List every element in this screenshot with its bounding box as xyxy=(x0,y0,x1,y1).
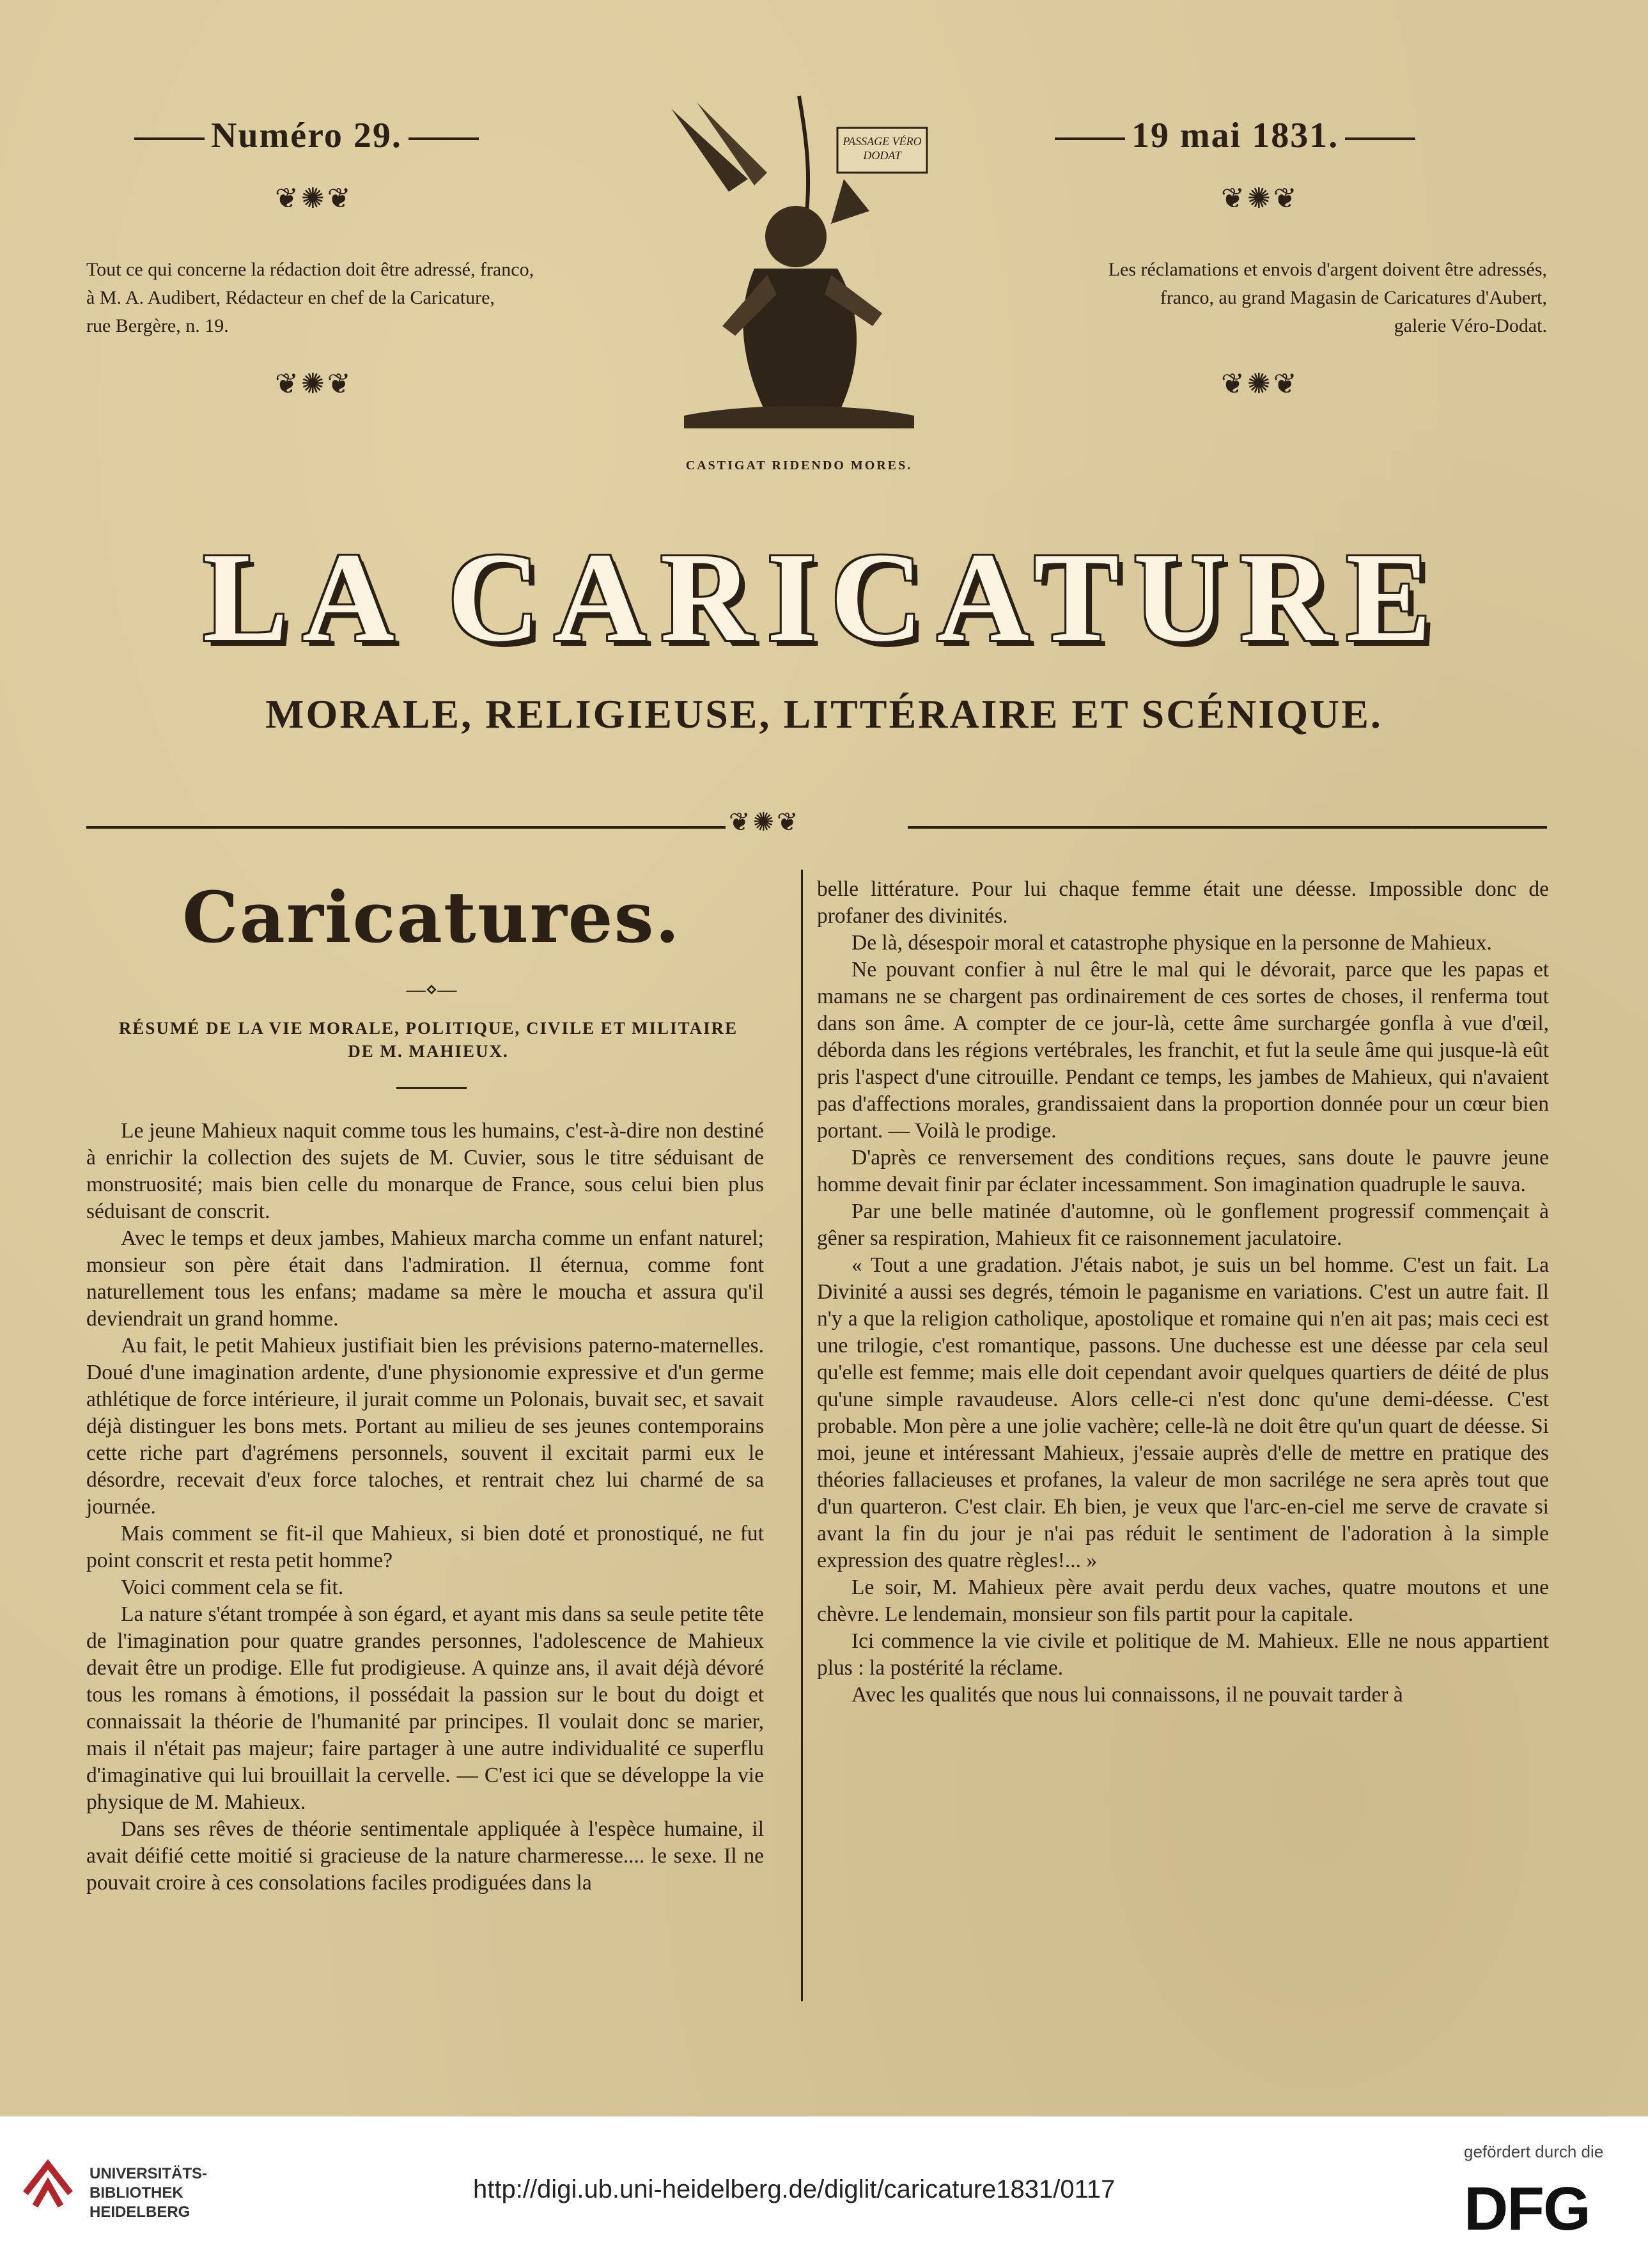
paragraph: Le jeune Mahieux naquit comme tous les humains, c'est-à-dire non destiné à enrichir la collection des sujets de M. Cuvier, sous le titre séduisant de monstruosité; mais bien celle du monarque de France, sous celui bien plus séduisant de conscrit. xyxy=(86,1119,764,1223)
editorial-address-line: à M. A. Audibert, Rédacteur en chef de la Caricature, xyxy=(86,287,495,308)
paragraph: De là, désespoir moral et catastrophe physique en la personne de Mahieux. xyxy=(851,931,1492,955)
university-name[interactable] xyxy=(89,2164,207,2222)
paragraph: Le soir, M. Mahieux père avait perdu deux vaches, quatre moutons et une chèvre. Le lendemain, monsieur son fils partit pour la capitale. xyxy=(817,1576,1549,1626)
paragraph: belle littérature. Pour lui chaque femme était une déesse. Impossible donc de profaner des divinités. xyxy=(817,877,1549,928)
editorial-address-line: Tout ce qui concerne la rédaction doit être adressé, franco, xyxy=(86,259,534,280)
vignette-sign: PASSAGE VÉRO DODAT xyxy=(843,135,922,162)
heading-rule xyxy=(396,1087,467,1089)
title-ornament: —⋄— xyxy=(406,979,457,1000)
jester-vignette xyxy=(658,83,933,441)
university-name-line: BIBLIOTHEK xyxy=(89,2184,183,2202)
motto: CASTIGAT RIDENDO MORES. xyxy=(685,458,913,473)
newspaper-title: LA CARICATURE xyxy=(203,527,1445,668)
column-separator xyxy=(801,870,803,2001)
editorial-address xyxy=(86,256,585,340)
subscription-address-line: Les réclamations et envois d'argent doivent être adressés, xyxy=(1108,259,1547,280)
paragraph: Avec le temps et deux jambes, Mahieux marcha comme un enfant naturel; monsieur son père était dans l'admiration. Il éternua, comme font naturellement tous les enfans; madame sa mère le moucha et assura qu'il deviendrait un grand homme. xyxy=(86,1226,764,1331)
article-heading-line: RÉSUMÉ DE LA VIE MORALE, POLITIQUE, CIVILE ET MILITAIRE xyxy=(118,1019,738,1038)
section-title: Caricatures. xyxy=(182,876,681,958)
paragraph: « Tout a une gradation. J'étais nabot, je suis un bel homme. C'est un fait. La Divinité a aussi ses degrés, témoin le paganisme en variations. C'est un autre fait. Il n'y a que la religion catholique, apostolique et romaine qui n'en ait pas; mais ceci est une trilogie, c'est romantique, passons. Une duchesse est une déesse par cela seul qu'elle est femme; mais elle doit cependant avoir quelques quartiers de déité de plus qu'une simple ravaudeuse. Alors celle-ci n'est donc qu'une demi-déesse. C'est probable. Mon père a une jolie vachère; celle-là ne doit être qu'un quart de déesse. Si moi, jeune et intéressant Mahieux, j'essaie auprès d'elle de mettre en pratique des théories fallacieuses et profanes, la valeur de mon sacrilége ne sera après tout que d'un quarteron. C'est clair. Eh bien, je veux que l'arc-en-ciel me serve de cravate si avant la fin du jour je n'ai pas réduit le sentiment de l'adoration à la simple expression des quatre règles!... » xyxy=(817,1253,1549,1572)
paragraph: D'après ce renversement des conditions reçues, sans doute le pauvre jeune homme devait finir par éclater incessamment. Son imagination quadruple le sauva. xyxy=(817,1146,1549,1196)
paragraph: Ici commence la vie civile et politique de M. Mahieux. Elle ne nous appartient plus : la postérité la réclame. xyxy=(817,1629,1549,1680)
divider-ornament: ❦✺❦ xyxy=(729,808,801,836)
issue-date: 19 mai 1831. xyxy=(1048,115,1422,156)
sponsor-label: gefördert durch die xyxy=(1464,2142,1604,2161)
paragraph: Par une belle matinée d'automne, où le gonflement progressif commençait à gêner sa respiration, Mahieux fit ce raisonnement jaculatoire. xyxy=(817,1200,1549,1250)
paragraph: Mais comment se fit-il que Mahieux, si bien doté et pronostiqué, ne fut point conscrit et resta petit homme? xyxy=(86,1522,764,1572)
viewer-footer xyxy=(0,2116,1648,2268)
ornament-right-top: ❦✺❦ xyxy=(1221,183,1300,214)
paragraph: Ne pouvant confier à nul être le mal qui le dévorait, parce que les papas et mamans ne se chargent pas ordinairement de ces sortes de choses, il renferma tout dans son âme. A compter de ce jour-là, cette âme surchargée gonfla à vue d'œil, déborda dans les régions vertébrales, les franchit, et fut la seule âme qui jusque-là eût pris l'aspect d'une citrouille. Pendant ce temps, les jambes de Mahieux, qui n'avaient pas d'affections morales, grandissaient dans la proportion donnée pour un cœur bien portant. — Voilà le prodige. xyxy=(817,958,1549,1143)
paragraph: La nature s'étant trompée à son égard, et ayant mis dans sa seule petite tête de l'imagination pour quatre grandes personnes, l'adolescence de Mahieux devait être un prodige. Elle fut prodigieuse. A quinze ans, il avait déjà dévoré tous les romans à émotions, il possédait la passion sur le bout du doigt et connaissait la théorie de l'humanité par principes. Il voulait donc se marier, mais il n'était pas majeur; faire partager à une autre individualité ce superflu d'imaginative qui lui brouillait la cervelle. — C'est ici que se développe la vie physique de M. Mahieux. xyxy=(86,1602,764,1814)
subscription-address xyxy=(1023,256,1547,340)
left-column xyxy=(86,1118,764,1897)
divider-left xyxy=(86,826,726,829)
university-name-line: HEIDELBERG xyxy=(89,2203,190,2221)
article-heading-line: DE M. MAHIEUX. xyxy=(348,1042,509,1061)
university-name-line: UNIVERSITÄTS- xyxy=(89,2165,208,2182)
paragraph: Voici comment cela se fit. xyxy=(121,1576,344,1599)
newspaper-subtitle: MORALE, RELIGIEUSE, LITTÉRAIRE ET SCÉNIQUE. xyxy=(265,691,1383,737)
paragraph: Dans ses rêves de théorie sentimentale appliquée à l'espèce humaine, il avait déifié cette moitié si gracieuse de la nature charmeresse.... le sexe. Il ne pouvait croire à ces consolations faciles prodiguées dans la xyxy=(86,1817,764,1895)
issue-number: Numéro 29. xyxy=(128,115,485,156)
ornament-left-top: ❦✺❦ xyxy=(275,183,354,214)
dfg-logo[interactable]: DFG xyxy=(1464,2175,1590,2243)
ornament-left-bottom: ❦✺❦ xyxy=(275,368,354,400)
divider-right xyxy=(908,826,1547,829)
paragraph: Avec les qualités que nous lui connaissons, il ne pouvait tarder à xyxy=(851,1683,1403,1707)
ornament-right-bottom: ❦✺❦ xyxy=(1221,368,1300,400)
article-heading xyxy=(77,1017,780,1063)
editorial-address-line: rue Bergère, n. 19. xyxy=(86,315,229,336)
subscription-address-line: franco, au grand Magasin de Caricatures d'Aubert, xyxy=(1160,287,1547,308)
right-column xyxy=(817,876,1549,1709)
permalink-url[interactable]: http://digi.ub.uni-heidelberg.de/diglit/caricature1831/0117 xyxy=(473,2175,1116,2203)
paragraph: Au fait, le petit Mahieux justifiait bien les prévisions paterno-maternelles. Doué d'une imagination ardente, d'une physionomie expressive et d'un germe athlétique de force intérieure, il jurait comme un Polonais, buvait sec, et savait déjà distinguer les bons mets. Portant au milieu de ses jeunes contemporains cette riche part d'agrémens personnels, souvent il excitait parmi eux le désordre, recevait d'eux force taloches, et rentrait chez lui charmé de sa journée. xyxy=(86,1334,764,1519)
university-logo-icon xyxy=(19,2155,77,2212)
subscription-address-line: galerie Véro-Dodat. xyxy=(1394,315,1547,336)
